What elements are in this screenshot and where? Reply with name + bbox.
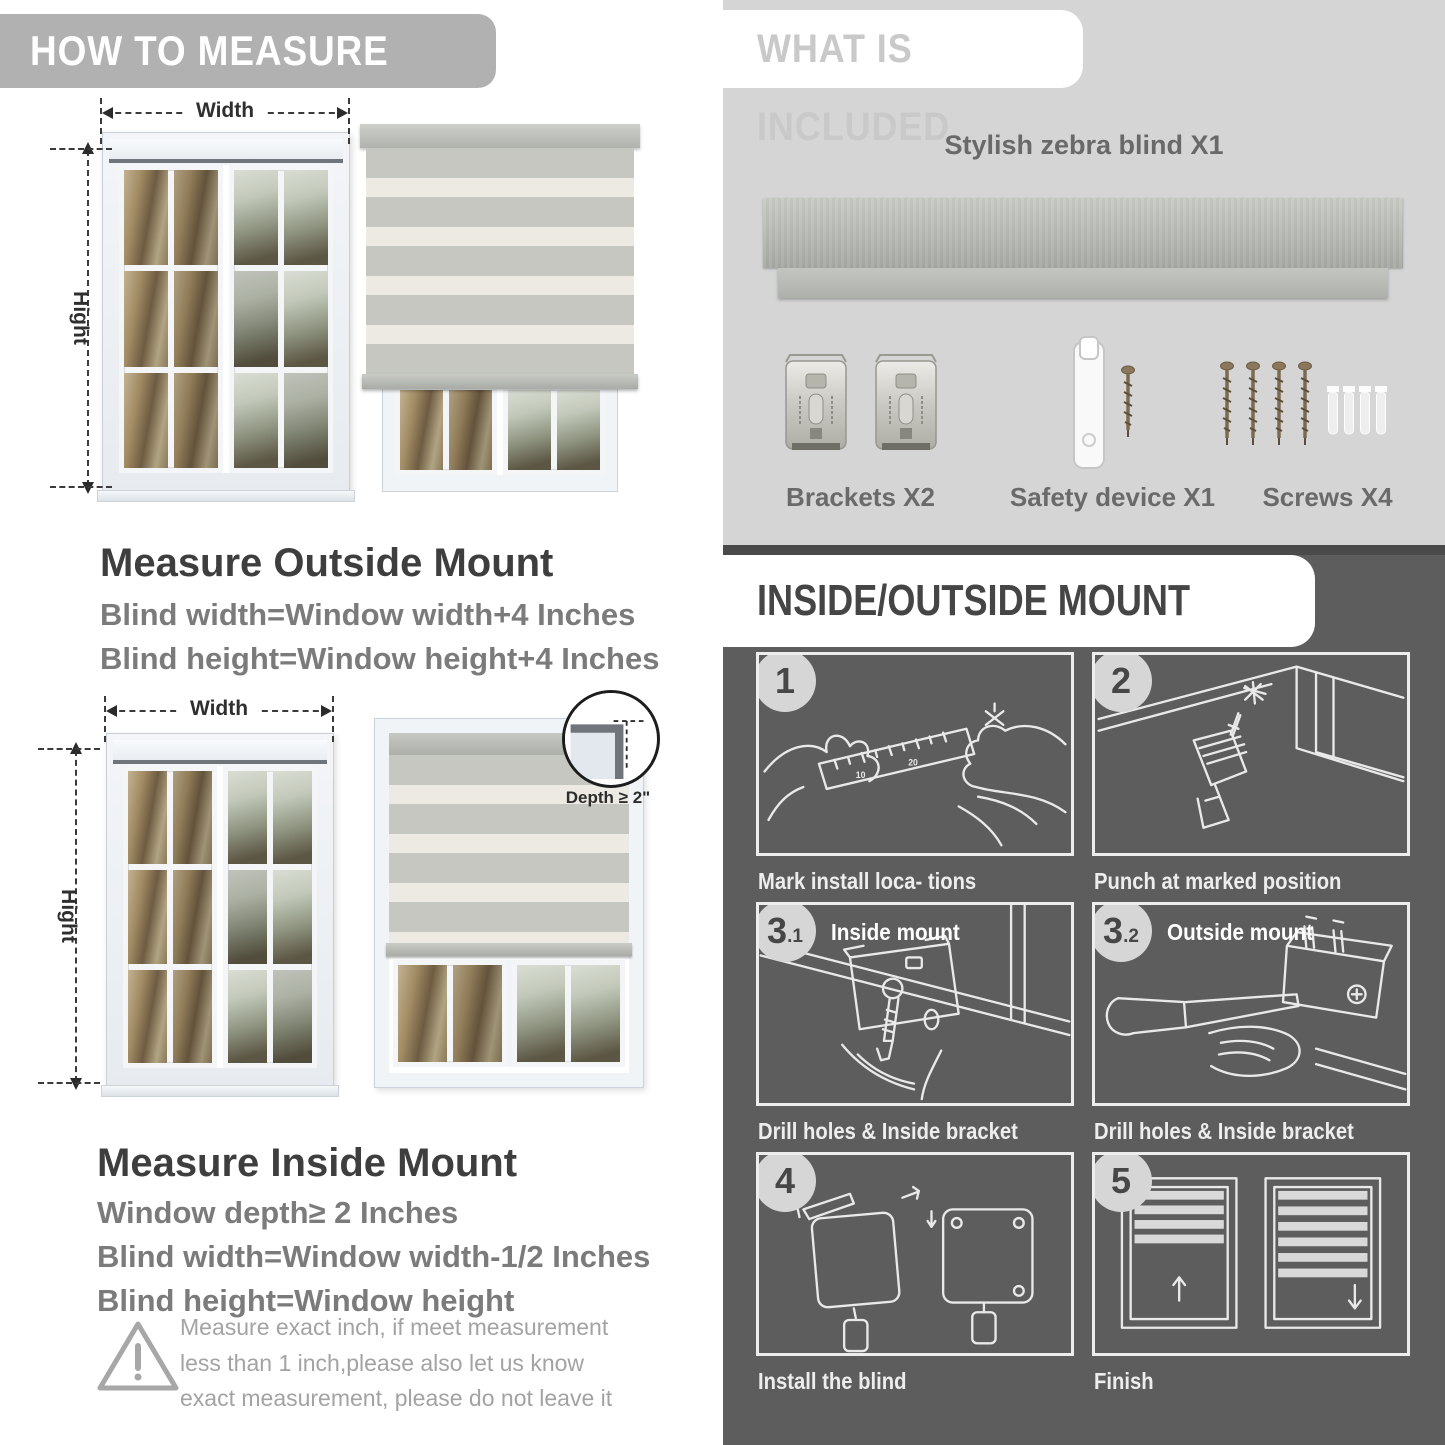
- step-3-2: [1092, 902, 1410, 1145]
- inside-width-formula: Blind width=Window width-1/2 Inches: [97, 1239, 651, 1274]
- step-caption: Punch at marked position: [1094, 868, 1342, 894]
- step-caption: Drill holes & Inside bracket: [1094, 1118, 1354, 1144]
- step-number-badge: 5: [1092, 1152, 1152, 1212]
- screws-label: Screws X4: [1262, 482, 1393, 512]
- step-caption: Install the blind: [758, 1368, 907, 1394]
- outside-mount-title: Measure Outside Mount: [100, 541, 554, 586]
- step-caption: Drill holes & Inside bracket: [758, 1118, 1018, 1144]
- step-2: [1092, 652, 1410, 895]
- depth-magnifier-icon: [562, 690, 660, 788]
- step-caption: Mark install loca- tions: [758, 868, 977, 894]
- outside-height-formula: Blind height=Window height+4 Inches: [100, 641, 660, 676]
- outside-width-formula: Blind width=Window width+4 Inches: [100, 597, 636, 632]
- how-to-measure-header-label: HOW TO MEASURE: [30, 27, 389, 74]
- inside-mount-label: Inside mount: [831, 919, 960, 945]
- step-number-badge: 3 .1: [756, 902, 816, 962]
- step-1-illustration-box: [756, 652, 1074, 856]
- step-1: [756, 652, 1074, 895]
- inside-height-formula: Blind height=Window height: [97, 1283, 515, 1318]
- step-number-badge: 3 .2: [1092, 902, 1152, 962]
- what-is-included-header-label: WHAT IS INCLUDED: [757, 27, 951, 149]
- svg-text:10: 10: [855, 770, 866, 781]
- inside-outside-mount-header-label: INSIDE/OUTSIDE MOUNT: [757, 576, 1190, 625]
- warning-text: Measure exact inch, if meet measurement less than 1 inch,please also let us know exact measurement, please do not leave it: [180, 1314, 613, 1412]
- width-label: Width: [186, 99, 264, 123]
- outside-mount-label: Outside mount: [1167, 919, 1314, 945]
- step-5: [1092, 1152, 1410, 1395]
- depth-note: Depth ≥ 2": [565, 788, 651, 807]
- brackets-label: Brackets X2: [786, 482, 935, 512]
- step-number-badge: 4: [756, 1152, 816, 1212]
- inside-mount-title: Measure Inside Mount: [97, 1141, 518, 1186]
- step-2-illustration-box: [1092, 652, 1410, 856]
- step-5-illustration-box: [1092, 1152, 1410, 1356]
- step-3-2-illustration-box: [1092, 902, 1410, 1106]
- width-label: Width: [180, 697, 258, 721]
- height-label: Hight: [57, 889, 80, 943]
- step-3-1: [756, 902, 1074, 1145]
- step-3-1-illustration-box: [756, 902, 1074, 1106]
- blind-product-label: Stylish zebra blind X1: [944, 130, 1224, 160]
- panel-divider-shadow: [723, 545, 1445, 555]
- step-number-badge: 1: [756, 652, 816, 712]
- safety-device-label: Safety device X1: [1009, 482, 1216, 512]
- step-4: [756, 1152, 1074, 1395]
- step-caption: Finish: [1094, 1368, 1154, 1394]
- svg-text:20: 20: [908, 757, 918, 768]
- step-number-badge: 2: [1092, 652, 1152, 712]
- inside-outside-mount-header: [723, 555, 1315, 647]
- step-4-illustration-box: [756, 1152, 1074, 1356]
- height-label: Hight: [69, 291, 92, 345]
- inside-depth-rule: Window depth≥ 2 Inches: [97, 1195, 459, 1230]
